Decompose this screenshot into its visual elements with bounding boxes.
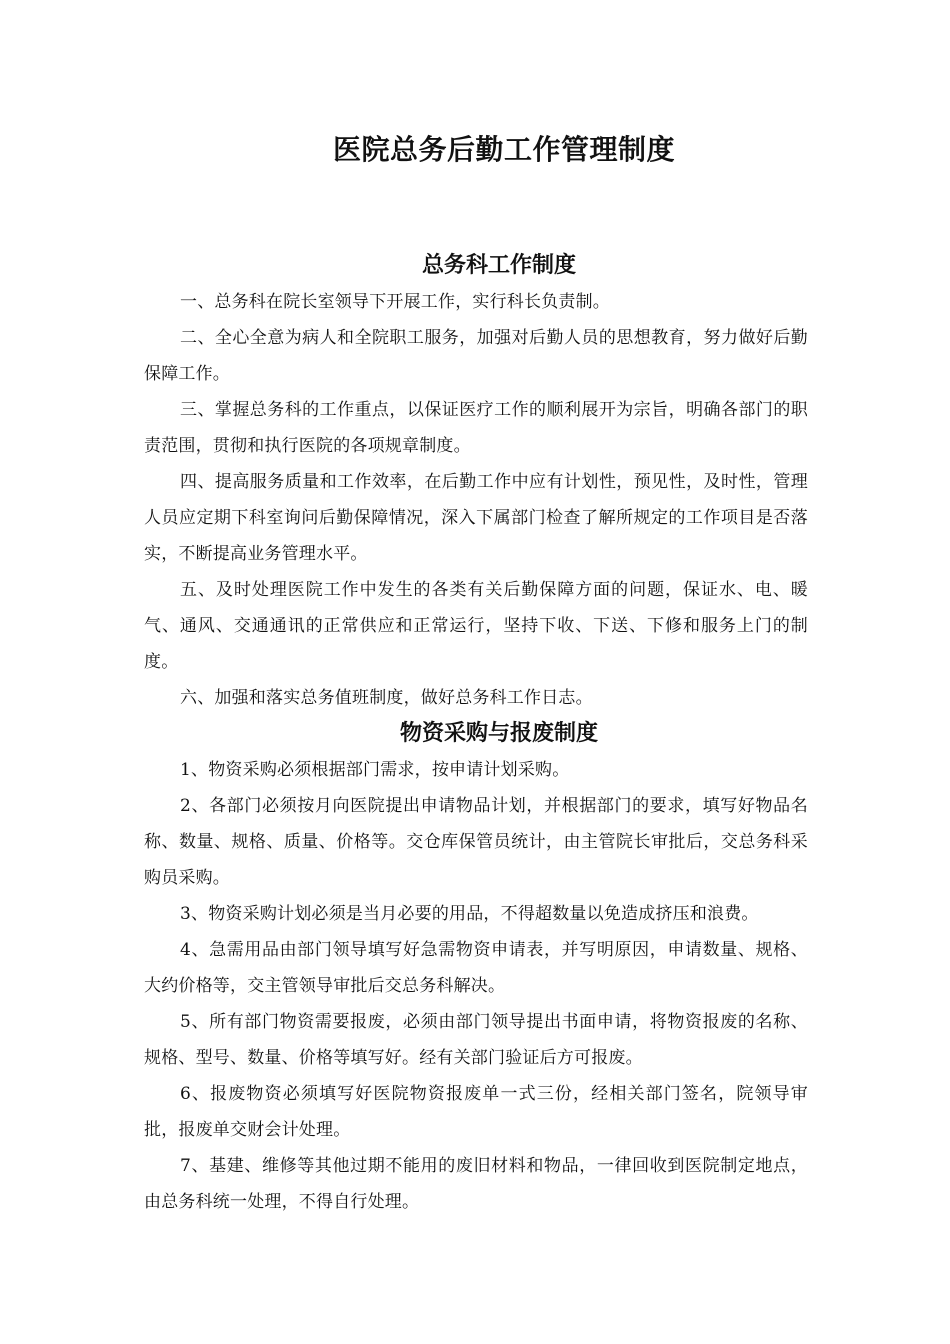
- paragraph: 6、报废物资必须填写好医院物资报废单一式三份，经相关部门签名，院领导审批，报废单交财会计处理。: [144, 1084, 808, 1140]
- paragraph: 五、及时处理医院工作中发生的各类有关后勤保障方面的问题，保证水、电、暖气、通风、交通通讯的正常供应和正常运行，坚持下收、下送、下修和服务上门的制度。: [144, 580, 808, 672]
- paragraph: 1、物资采购必须根据部门需求，按申请计划采购。: [180, 760, 570, 780]
- section-heading-general-affairs: 总务科工作制度: [421, 253, 576, 278]
- document-title: 医院总务后勤工作管理制度: [332, 133, 675, 166]
- paragraph: 三、掌握总务科的工作重点，以保证医疗工作的顺利展开为宗旨，明确各部门的职责范围，贯彻和执行医院的各项规章制度。: [144, 400, 808, 456]
- paragraph: 二、全心全意为病人和全院职工服务，加强对后勤人员的思想教育，努力做好后勤保障工作。: [144, 328, 808, 384]
- paragraph: 六、加强和落实总务值班制度，做好总务科工作日志。: [180, 688, 593, 708]
- paragraph: 5、所有部门物资需要报废，必须由部门领导提出书面申请，将物资报废的名称、规格、型号、数量、价格等填写好。经有关部门验证后方可报废。: [144, 1012, 808, 1068]
- paragraph: 一、总务科在院长室领导下开展工作，实行科长负责制。: [180, 292, 610, 312]
- paragraph: 3、物资采购计划必须是当月必要的用品，不得超数量以免造成挤压和浪费。: [180, 904, 759, 924]
- paragraph: 四、提高服务质量和工作效率，在后勤工作中应有计划性，预见性，及时性，管理人员应定期下科室询问后勤保障情况，深入下属部门检查了解所规定的工作项目是否落实，不断提高业务管理水平。: [144, 472, 808, 564]
- paragraph: 4、急需用品由部门领导填写好急需物资申请表，并写明原因，申请数量、规格、大约价格等，交主管领导审批后交总务科解决。: [144, 940, 808, 996]
- paragraph: 2、各部门必须按月向医院提出申请物品计划，并根据部门的要求，填写好物品名称、数量、规格、质量、价格等。交仓库保管员统计，由主管院长审批后，交总务科采购员采购。: [144, 796, 808, 888]
- section-heading-procurement: 物资采购与报废制度: [399, 721, 598, 746]
- paragraph: 7、基建、维修等其他过期不能用的废旧材料和物品，一律回收到医院制定地点，由总务科统一处理，不得自行处理。: [144, 1156, 808, 1212]
